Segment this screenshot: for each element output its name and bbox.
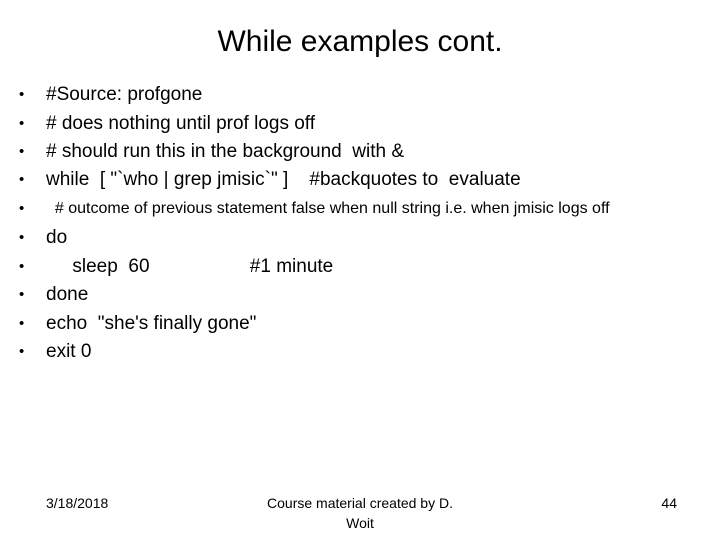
footer-credit: Course material created by D. Woit [267,495,453,531]
bullet-text: # should run this in the background with & [46,141,405,162]
bullet-item [0,195,720,223]
bullet-item [0,338,720,366]
bullet-item [0,110,720,138]
bullet-icon: • [19,171,25,188]
bullet-item [0,81,720,109]
slide-title: While examples cont. [217,25,503,58]
bullet-text: # does nothing until prof logs off [46,113,316,134]
bullet-icon: • [19,229,25,246]
bullet-text: #Source: profgone [46,84,203,105]
bullet-item [0,310,720,338]
bullet-item [0,281,720,309]
bullet-text: done [46,284,89,305]
bullet-item [0,166,720,194]
bullet-item [0,224,720,252]
bullet-text: do [46,227,68,248]
bullet-item [0,138,720,166]
bullet-icon: • [19,86,25,103]
footer-page-number: 44 [661,495,677,511]
bullet-icon: • [19,286,25,303]
bullet-item [0,253,720,281]
bullet-text: while [ "`who | grep jmisic`" ] #backquotes to evaluate [46,169,521,190]
bullet-text: sleep 60 #1 minute [46,256,334,277]
bullet-icon: • [19,200,25,217]
bullet-icon: • [19,143,25,160]
bullet-icon: • [19,343,25,360]
bullet-text: # outcome of previous statement false when null string i.e. when jmisic logs off [46,200,610,217]
bullet-icon: • [19,258,25,275]
bullet-icon: • [19,315,25,332]
footer-date: 3/18/2018 [46,495,109,511]
bullet-text: echo "she's finally gone" [46,313,257,334]
bullet-icon: • [19,115,25,132]
bullet-text: exit 0 [46,341,92,362]
